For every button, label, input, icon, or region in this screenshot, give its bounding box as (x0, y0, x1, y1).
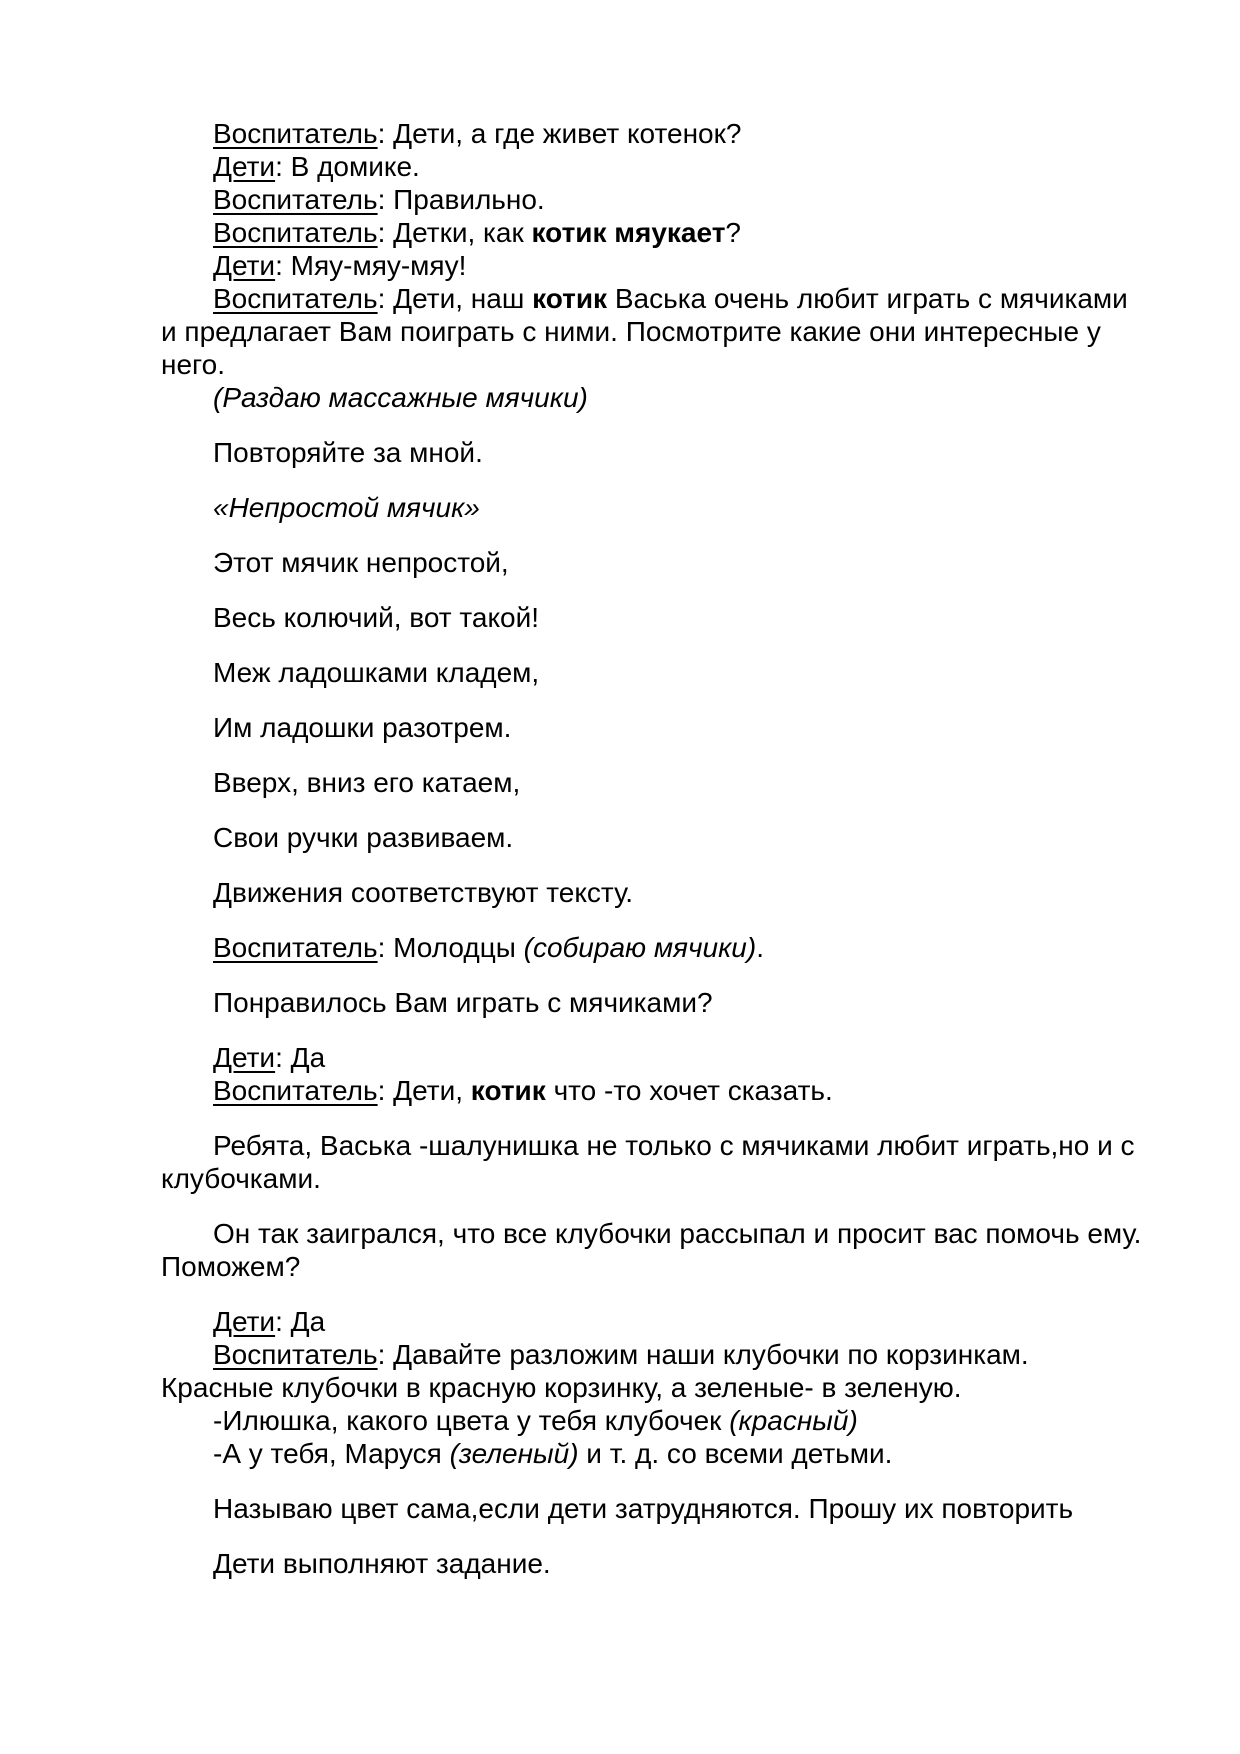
text-run: и т. д. со всеми детьми. (578, 1438, 893, 1469)
text-line (161, 1338, 1200, 1371)
text-run: : Да (275, 1042, 326, 1073)
text-run: : Дети, а где живет котенок? (377, 118, 742, 149)
text-line (161, 150, 1200, 183)
text-line (161, 1492, 1200, 1525)
text-line (161, 1437, 1200, 1470)
text-run: Понравилось Вам играть с мячиками? (213, 987, 713, 1018)
text-run: и предлагает Вам поиграть с ними. Посмотрите какие они интересные у (161, 316, 1101, 347)
text-line (161, 315, 1200, 348)
text-run: «Непростой мячик» (213, 492, 480, 523)
text-line (161, 931, 1200, 964)
speaker-label: Дети (213, 1306, 276, 1337)
text-run: (зеленый) (449, 1438, 579, 1469)
text-line (161, 1162, 1200, 1195)
text-run: Им ладошки разотрем. (213, 712, 512, 743)
text-run: клубочками. (161, 1163, 321, 1194)
text-line (161, 216, 1200, 249)
speaker-label: Дети (213, 151, 276, 182)
text-line (161, 183, 1200, 216)
speaker-label: Воспитатель (213, 932, 378, 963)
text-run: что -то хочет сказать. (545, 1075, 833, 1106)
speaker-label: Воспитатель (213, 1339, 378, 1370)
text-run: : Давайте разложим наши клубочки по корзинкам. (377, 1339, 1029, 1370)
text-run: : Молодцы (377, 932, 524, 963)
text-line (161, 436, 1200, 469)
text-run: Свои ручки развиваем. (213, 822, 514, 853)
speaker-label: Воспитатель (213, 184, 378, 215)
speaker-label: Дети (213, 1042, 276, 1073)
text-line (161, 1217, 1200, 1250)
text-run: котик (470, 1075, 546, 1106)
text-run: Называю цвет сама,если дети затрудняются. Прошу их повторить (213, 1493, 1074, 1524)
text-line (161, 381, 1200, 414)
text-run: Поможем? (161, 1251, 301, 1282)
text-run: . (756, 932, 764, 963)
text-line (161, 1250, 1200, 1283)
text-run: ? (725, 217, 741, 248)
text-line (161, 876, 1200, 909)
text-run: Повторяйте за мной. (213, 437, 483, 468)
text-line (161, 1074, 1200, 1107)
text-line (161, 766, 1200, 799)
text-run: Красные клубочки в красную корзинку, а зеленые- в зеленую. (161, 1372, 962, 1403)
text-run: Дети выполняют задание. (213, 1548, 551, 1579)
text-run: : Мяу-мяу-мяу! (275, 250, 467, 281)
text-line (161, 1305, 1200, 1338)
text-line (161, 821, 1200, 854)
text-run: него. (161, 349, 225, 380)
text-run: Ребята, Васька -шалунишка не только с мячиками любит играть,но и с (213, 1130, 1135, 1161)
text-line (161, 282, 1200, 315)
text-run: (собираю мячики) (523, 932, 757, 963)
text-run: : В домике. (275, 151, 420, 182)
text-line (161, 1041, 1200, 1074)
text-run: котик мяукает (531, 217, 726, 248)
text-run: (красный) (729, 1405, 858, 1436)
text-line (161, 546, 1200, 579)
speaker-label: Воспитатель (213, 1075, 378, 1106)
text-run: -Илюшка, какого цвета у тебя клубочек (213, 1405, 730, 1436)
text-line (161, 249, 1200, 282)
text-run: Этот мячик непростой, (213, 547, 509, 578)
document-body (161, 117, 1200, 1580)
text-run: : Дети, (377, 1075, 471, 1106)
text-run: (Раздаю массажные мячики) (213, 382, 588, 413)
speaker-label: Воспитатель (213, 283, 378, 314)
text-run: Движения соответствуют тексту. (213, 877, 634, 908)
text-run: : Да (275, 1306, 326, 1337)
text-line (161, 711, 1200, 744)
text-line (161, 1371, 1200, 1404)
text-line (161, 1129, 1200, 1162)
text-line (161, 986, 1200, 1019)
text-run: Васька очень любит играть с мячиками (607, 283, 1128, 314)
speaker-label: Дети (213, 250, 276, 281)
text-line (161, 1404, 1200, 1437)
text-run: : Детки, как (377, 217, 532, 248)
text-run: Весь колючий, вот такой! (213, 602, 540, 633)
text-run: котик (532, 283, 608, 314)
text-run: Вверх, вниз его катаем, (213, 767, 521, 798)
speaker-label: Воспитатель (213, 118, 378, 149)
text-run: : Дети, наш (377, 283, 533, 314)
text-line (161, 491, 1200, 524)
text-line (161, 656, 1200, 689)
text-run: Он так заигрался, что все клубочки рассыпал и просит вас помочь ему. (213, 1218, 1142, 1249)
speaker-label: Воспитатель (213, 217, 378, 248)
text-run: -А у тебя, Маруся (213, 1438, 450, 1469)
text-run: Меж ладошками кладем, (213, 657, 540, 688)
text-line (161, 117, 1200, 150)
text-line (161, 1547, 1200, 1580)
text-line (161, 601, 1200, 634)
text-line (161, 348, 1200, 381)
text-run: : Правильно. (377, 184, 545, 215)
